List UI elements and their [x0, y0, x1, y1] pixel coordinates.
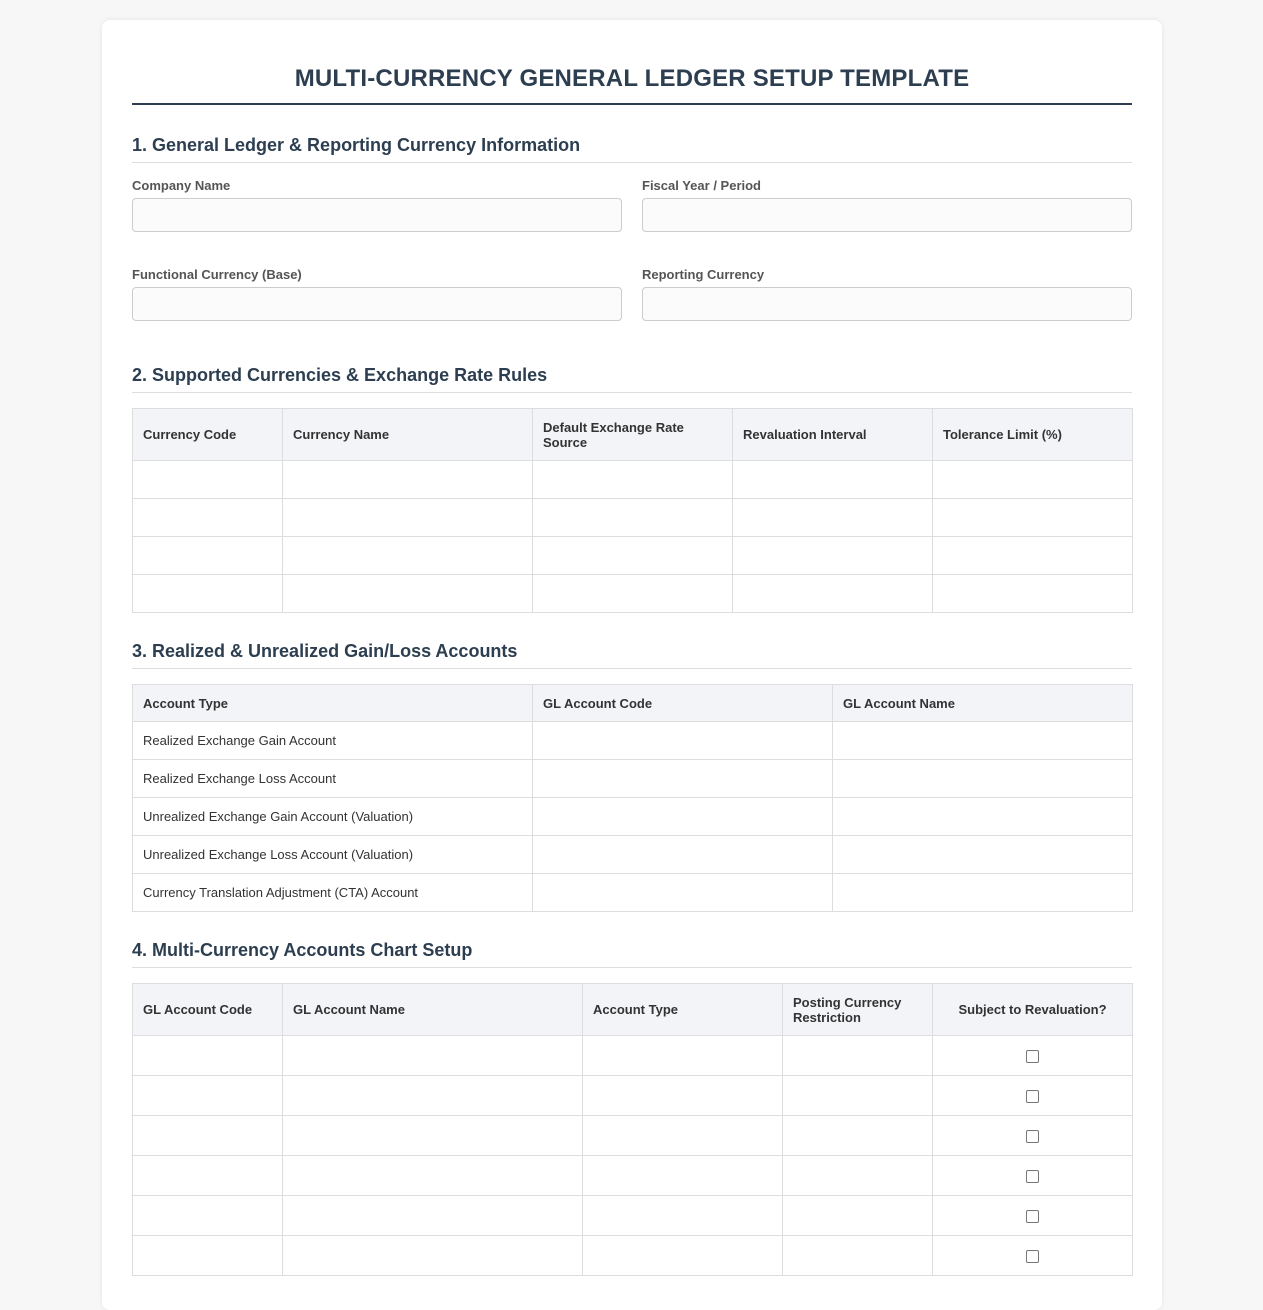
revaluation-cell — [933, 1236, 1133, 1276]
table-cell[interactable] — [583, 1076, 783, 1116]
column-header: Account Type — [583, 984, 783, 1036]
table-header-row — [133, 984, 1133, 1036]
table-cell[interactable] — [283, 461, 533, 499]
revaluation-cell — [933, 1076, 1133, 1116]
table-cell[interactable] — [533, 461, 733, 499]
section-2-title: 2. Supported Currencies & Exchange Rate Rules — [132, 365, 1132, 393]
table-cell[interactable] — [733, 461, 933, 499]
table-cell[interactable] — [283, 1236, 583, 1276]
revaluation-cell — [933, 1196, 1133, 1236]
fiscal-year-field[interactable] — [642, 198, 1132, 232]
column-header: GL Account Name — [283, 984, 583, 1036]
column-header: Posting Currency Restriction — [783, 984, 933, 1036]
section-4-title: 4. Multi-Currency Accounts Chart Setup — [132, 940, 1132, 968]
title-divider — [132, 103, 1132, 105]
table-row — [133, 874, 1133, 912]
table-cell[interactable] — [833, 798, 1133, 836]
table-row — [133, 499, 1133, 537]
table-header-row — [133, 409, 1133, 461]
table-cell[interactable] — [533, 874, 833, 912]
table-row — [133, 575, 1133, 613]
column-header: Tolerance Limit (%) — [933, 409, 1133, 461]
table-cell[interactable] — [533, 836, 833, 874]
table-cell[interactable] — [283, 537, 533, 575]
table-cell[interactable] — [133, 499, 283, 537]
table-cell[interactable] — [933, 461, 1133, 499]
table-cell[interactable] — [133, 537, 283, 575]
table-cell[interactable] — [933, 537, 1133, 575]
revaluation-checkbox[interactable] — [1026, 1130, 1039, 1143]
account-type-cell: Realized Exchange Gain Account — [133, 722, 533, 760]
table-cell[interactable] — [583, 1116, 783, 1156]
fiscal-year-label: Fiscal Year / Period — [642, 178, 761, 193]
table-cell[interactable] — [733, 537, 933, 575]
table-cell[interactable] — [583, 1036, 783, 1076]
table-row — [133, 722, 1133, 760]
table-row — [133, 1196, 1133, 1236]
revaluation-checkbox[interactable] — [1026, 1170, 1039, 1183]
reporting-currency-label: Reporting Currency — [642, 267, 765, 282]
table-cell[interactable] — [133, 1236, 283, 1276]
table-cell[interactable] — [833, 760, 1133, 798]
revaluation-cell — [933, 1116, 1133, 1156]
table-row — [133, 798, 1133, 836]
table-row — [133, 1236, 1133, 1276]
column-header: Subject to Revaluation? — [933, 984, 1133, 1036]
table-cell[interactable] — [533, 760, 833, 798]
revaluation-cell — [933, 1036, 1133, 1076]
section-3-title: 3. Realized & Unrealized Gain/Loss Accounts — [132, 641, 1132, 669]
table-cell[interactable] — [133, 1196, 283, 1236]
account-type-cell: Unrealized Exchange Loss Account (Valuation) — [133, 836, 533, 874]
currencies-table — [132, 408, 1133, 613]
revaluation-checkbox[interactable] — [1026, 1250, 1039, 1263]
table-cell[interactable] — [283, 1036, 583, 1076]
reporting-currency-field[interactable] — [642, 287, 1132, 321]
account-type-cell: Currency Translation Adjustment (CTA) Account — [133, 874, 533, 912]
table-cell[interactable] — [833, 874, 1133, 912]
table-cell[interactable] — [133, 461, 283, 499]
table-cell[interactable] — [133, 575, 283, 613]
column-header: Revaluation Interval — [733, 409, 933, 461]
table-row — [133, 1036, 1133, 1076]
company-name-field[interactable] — [132, 198, 622, 232]
company-name-label: Company Name — [132, 178, 231, 193]
table-cell[interactable] — [533, 537, 733, 575]
gain-loss-table — [132, 684, 1133, 912]
column-header: GL Account Code — [133, 984, 283, 1036]
table-row — [133, 1156, 1133, 1196]
table-cell[interactable] — [283, 1196, 583, 1236]
table-cell[interactable] — [933, 499, 1133, 537]
gain-loss-table-body — [133, 722, 1133, 912]
currencies-table-body — [133, 461, 1133, 613]
column-header: Account Type — [133, 685, 533, 722]
table-cell[interactable] — [783, 1076, 933, 1116]
table-row — [133, 537, 1133, 575]
table-cell[interactable] — [283, 1116, 583, 1156]
table-cell[interactable] — [133, 1116, 283, 1156]
table-cell[interactable] — [533, 798, 833, 836]
table-row — [133, 1076, 1133, 1116]
table-cell[interactable] — [783, 1196, 933, 1236]
table-cell[interactable] — [933, 575, 1133, 613]
form-sheet — [102, 20, 1162, 1310]
column-header: Default Exchange Rate Source — [533, 409, 733, 461]
account-type-cell: Realized Exchange Loss Account — [133, 760, 533, 798]
table-row — [133, 461, 1133, 499]
table-cell[interactable] — [533, 575, 733, 613]
column-header: GL Account Code — [533, 685, 833, 722]
table-cell[interactable] — [583, 1196, 783, 1236]
table-cell[interactable] — [833, 722, 1133, 760]
account-type-cell: Unrealized Exchange Gain Account (Valuation) — [133, 798, 533, 836]
table-cell[interactable] — [783, 1116, 933, 1156]
accounts-chart-table — [132, 983, 1133, 1276]
column-header: Currency Code — [133, 409, 283, 461]
table-row — [133, 836, 1133, 874]
page-title: MULTI-CURRENCY GENERAL LEDGER SETUP TEMPLATE — [294, 65, 970, 92]
revaluation-checkbox[interactable] — [1026, 1210, 1039, 1223]
table-row — [133, 1116, 1133, 1156]
table-cell[interactable] — [133, 1036, 283, 1076]
revaluation-cell — [933, 1156, 1133, 1196]
table-cell[interactable] — [283, 575, 533, 613]
column-header: GL Account Name — [833, 685, 1133, 722]
functional-currency-label: Functional Currency (Base) — [132, 267, 302, 282]
section-1-title: 1. General Ledger & Reporting Currency Information — [132, 135, 1132, 163]
table-cell[interactable] — [583, 1236, 783, 1276]
revaluation-checkbox[interactable] — [1026, 1050, 1039, 1063]
table-cell[interactable] — [133, 1156, 283, 1196]
table-cell[interactable] — [533, 499, 733, 537]
table-cell[interactable] — [783, 1156, 933, 1196]
table-cell[interactable] — [283, 1076, 583, 1116]
table-cell[interactable] — [833, 836, 1133, 874]
column-header: Currency Name — [283, 409, 533, 461]
table-cell[interactable] — [783, 1036, 933, 1076]
accounts-chart-table-body — [133, 1036, 1133, 1276]
table-cell[interactable] — [133, 1076, 283, 1116]
table-cell[interactable] — [533, 722, 833, 760]
table-cell[interactable] — [283, 499, 533, 537]
table-cell[interactable] — [283, 1156, 583, 1196]
table-cell[interactable] — [733, 575, 933, 613]
functional-currency-field[interactable] — [132, 287, 622, 321]
revaluation-checkbox[interactable] — [1026, 1090, 1039, 1103]
table-row — [133, 760, 1133, 798]
table-cell[interactable] — [733, 499, 933, 537]
table-cell[interactable] — [783, 1236, 933, 1276]
table-cell[interactable] — [583, 1156, 783, 1196]
table-header-row — [133, 685, 1133, 722]
